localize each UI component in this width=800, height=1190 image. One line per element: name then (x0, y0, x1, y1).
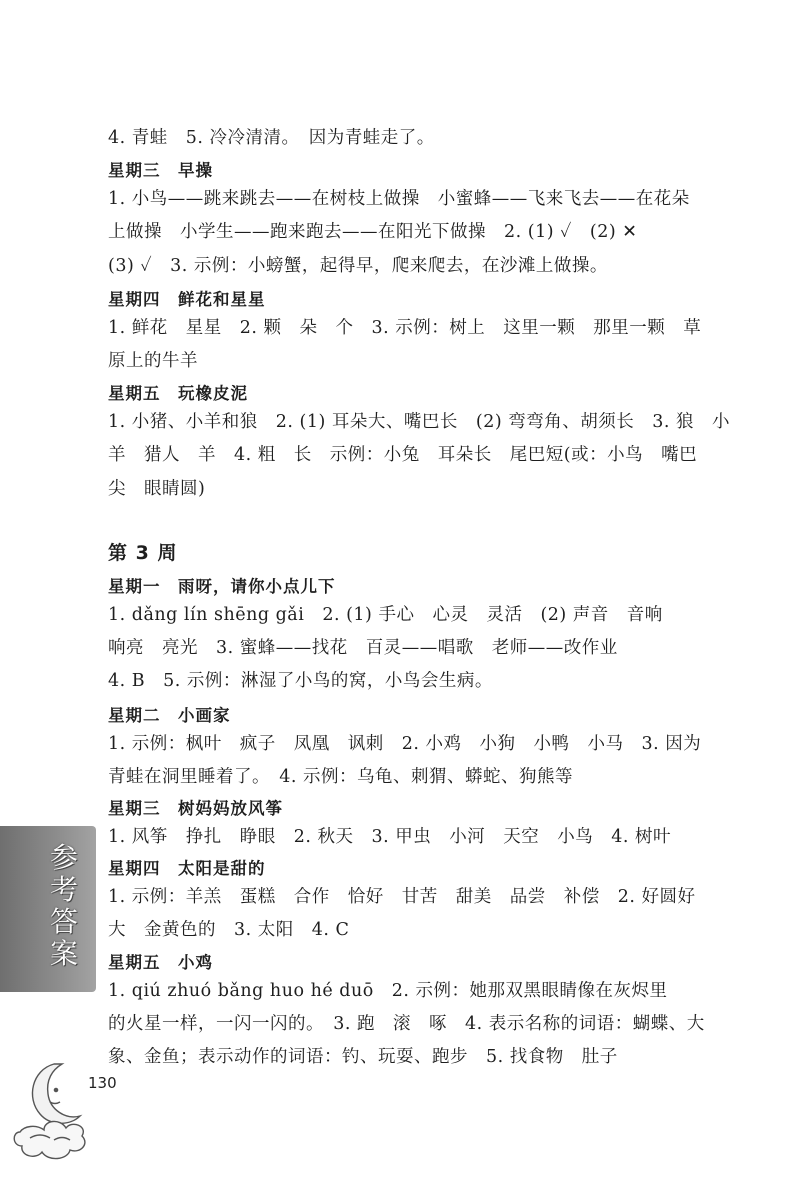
text-line: 1. 风筝 挣扎 睁眼 2. 秋天 3. 甲虫 小河 天空 小鸟 4. 树叶 (108, 827, 672, 847)
text-line: (3) ✓ 3. 示例：小螃蟹，起得早，爬来爬去，在沙滩上做操。 (108, 256, 608, 276)
text-line: 4. 青蛙 5. 冷冷清清。 因为青蛙走了。 (108, 128, 435, 148)
section-heading: 星期二 小画家 (108, 706, 231, 725)
moon-cloud-icon (10, 1040, 150, 1190)
section-heading: 星期四 太阳是甜的 (108, 859, 266, 878)
text-line: 尖 眼睛圆) (108, 479, 206, 499)
section-heading: 星期三 树妈妈放风筝 (108, 799, 283, 818)
week-heading: 第 3 周 (108, 542, 178, 564)
text-line: 响亮 亮光 3. 蜜蜂——找花 百灵——唱歌 老师——改作业 (108, 638, 618, 658)
side-tab-label: 参考答案 (49, 841, 78, 970)
page-number: 130 (88, 1074, 117, 1092)
text-line: 大 金黄色的 3. 太阳 4. C (108, 920, 350, 940)
section-heading: 星期三 早操 (108, 161, 213, 180)
text-line: 1. 鲜花 星星 2. 颗 朵 个 3. 示例：树上 这里一颗 那里一颗 草 (108, 318, 702, 338)
section-heading: 星期五 小鸡 (108, 953, 213, 972)
text-line: 的火星一样，一闪一闪的。 3. 跑 滚 啄 4. 表示名称的词语：蝴蝶、大 (108, 1014, 705, 1034)
text-line: 象、金鱼；表示动作的词语：钓、玩耍、跑步 5. 找食物 肚子 (108, 1047, 618, 1067)
section-heading: 星期五 玩橡皮泥 (108, 384, 248, 403)
section-heading: 星期四 鲜花和星星 (108, 290, 266, 309)
text-line: 1. 小鸟——跳来跳去——在树枝上做操 小蜜蜂——飞来飞去——在花朵 (108, 189, 690, 209)
text-line: 原上的牛羊 (108, 351, 198, 371)
text-line: 1. 示例：羊羔 蛋糕 合作 恰好 甘苦 甜美 品尝 补偿 2. 好圆好 (108, 887, 696, 907)
section-heading: 星期一 雨呀，请你小点儿下 (108, 577, 336, 596)
text-line: 羊 猎人 羊 4. 粗 长 示例：小兔 耳朵长 尾巴短(或：小鸟 嘴巴 (108, 445, 698, 465)
text-line: 1. 小猪、小羊和狼 2. (1) 耳朵大、嘴巴长 (2) 弯弯角、胡须长 3. 狼 小 (108, 412, 730, 432)
text-line: 1. 示例：枫叶 疯子 凤凰 讽刺 2. 小鸡 小狗 小鸭 小马 3. 因为 (108, 734, 702, 754)
text-line: 青蛙在洞里睡着了。 4. 示例：乌龟、刺猬、蟒蛇、狗熊等 (108, 767, 574, 787)
text-line: 1. qiú zhuó bǎng huo hé duō 2. 示例：她那双黑眼睛像在灰烬里 (108, 981, 668, 1001)
text-line: 4. B 5. 示例：淋湿了小鸟的窝，小鸟会生病。 (108, 671, 493, 691)
text-line: 上做操 小学生——跑来跑去——在阳光下做操 2. (1) ✓ (2) ✕ (108, 222, 638, 242)
text-line: 1. dǎng lín shēng gǎi 2. (1) 手心 心灵 灵活 (2) 声音 音响 (108, 605, 663, 625)
